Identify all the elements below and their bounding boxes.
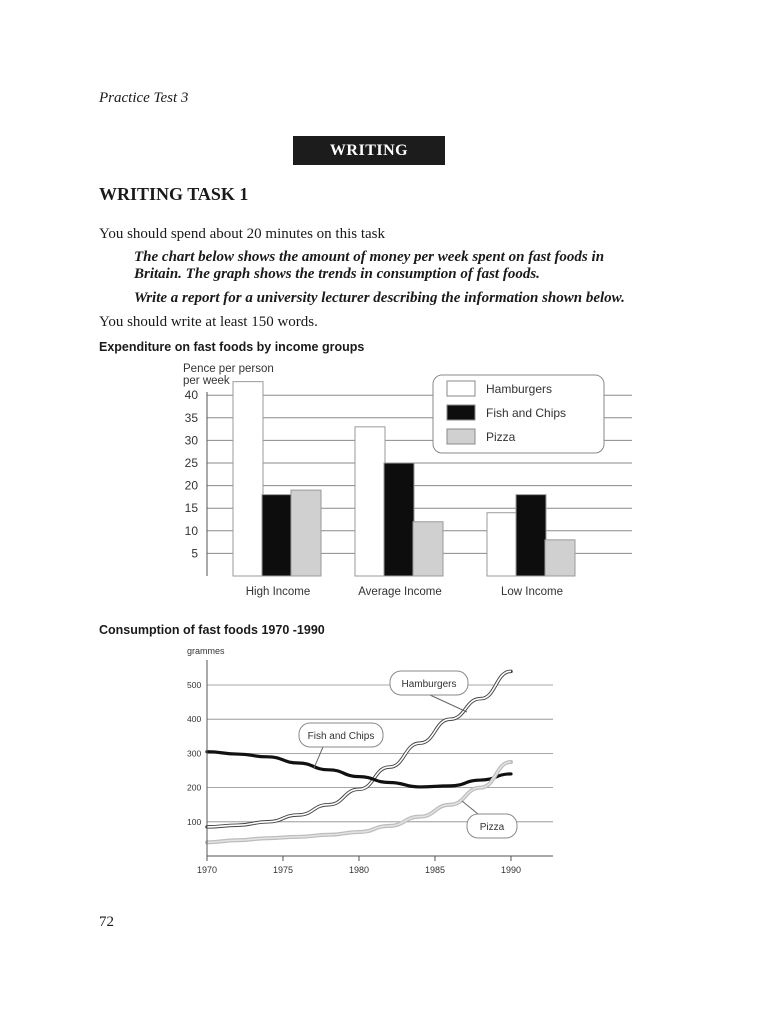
line-y-tick-label: 500: [187, 680, 202, 690]
legend-label: Pizza: [486, 430, 516, 444]
bar-y-axis-label-line-2: per week: [183, 375, 230, 387]
bar-y-tick-label: 10: [184, 523, 198, 538]
line-x-tick-label: 1985: [424, 865, 446, 875]
bar-x-tick-label: High Income: [245, 586, 311, 598]
legend-label: Hamburgers: [486, 382, 553, 396]
bar-y-tick-label: 35: [184, 410, 198, 425]
line-y-tick-label: 300: [187, 748, 202, 759]
callout-pointer: [314, 747, 323, 768]
section-banner: WRITING: [293, 136, 445, 165]
line-x-tick-label: 1970: [196, 865, 218, 875]
bar-x-tick-label: Average Income: [358, 586, 442, 598]
prompt-line-2: Britain. The graph shows the trends in consumption of fast foods.: [134, 266, 540, 282]
report-instruction: Write a report for a university lecturer describing the information shown below.: [134, 290, 625, 306]
bar-y-tick-label: 40: [184, 388, 198, 403]
line-y-tick-label: 400: [187, 714, 202, 725]
callout-pointer: [430, 695, 467, 712]
word-count-instruction: You should write at least 150 words.: [99, 314, 318, 330]
line-chart-title: Consumption of fast foods 1970 -1990: [99, 623, 325, 637]
callout-pointer: [462, 801, 478, 814]
legend-label: Fish and Chips: [486, 406, 567, 420]
callout-label: Pizza: [479, 822, 505, 833]
bar-x-tick-label: Low Income: [500, 586, 564, 598]
bar-y-tick-label: 15: [184, 501, 198, 516]
line-x-tick-label: 1980: [348, 865, 370, 875]
page-number: 72: [99, 914, 114, 930]
line-y-tick-label: 100: [187, 816, 202, 827]
bar-y-axis-label-line-1: Pence per person: [183, 363, 274, 375]
series-line-fish-and-chips: [207, 752, 511, 787]
prompt-line-1: The chart below shows the amount of money per week spent on fast foods in: [134, 249, 605, 265]
line-y-axis-label: grammes: [187, 646, 225, 656]
bar-y-tick-label: 20: [184, 478, 198, 493]
series-line-pizza: [207, 762, 511, 842]
line-x-tick-label: 1975: [272, 865, 294, 875]
bar-y-tick-label: 25: [184, 456, 198, 470]
running-head: Practice Test 3: [99, 90, 189, 106]
time-instruction: You should spend about 20 minutes on this task: [99, 226, 385, 242]
bar-y-tick-label: 5: [191, 546, 198, 561]
task-title: WRITING TASK 1: [99, 184, 249, 204]
line-y-tick-label: 200: [187, 782, 202, 793]
bar-y-tick-label: 30: [184, 433, 198, 448]
bar-chart-title: Expenditure on fast foods by income groups: [99, 340, 365, 354]
line-x-tick-label: 1990: [500, 865, 522, 875]
callout-label: Fish and Chips: [307, 731, 375, 742]
callout-label: Hamburgers: [401, 679, 457, 690]
